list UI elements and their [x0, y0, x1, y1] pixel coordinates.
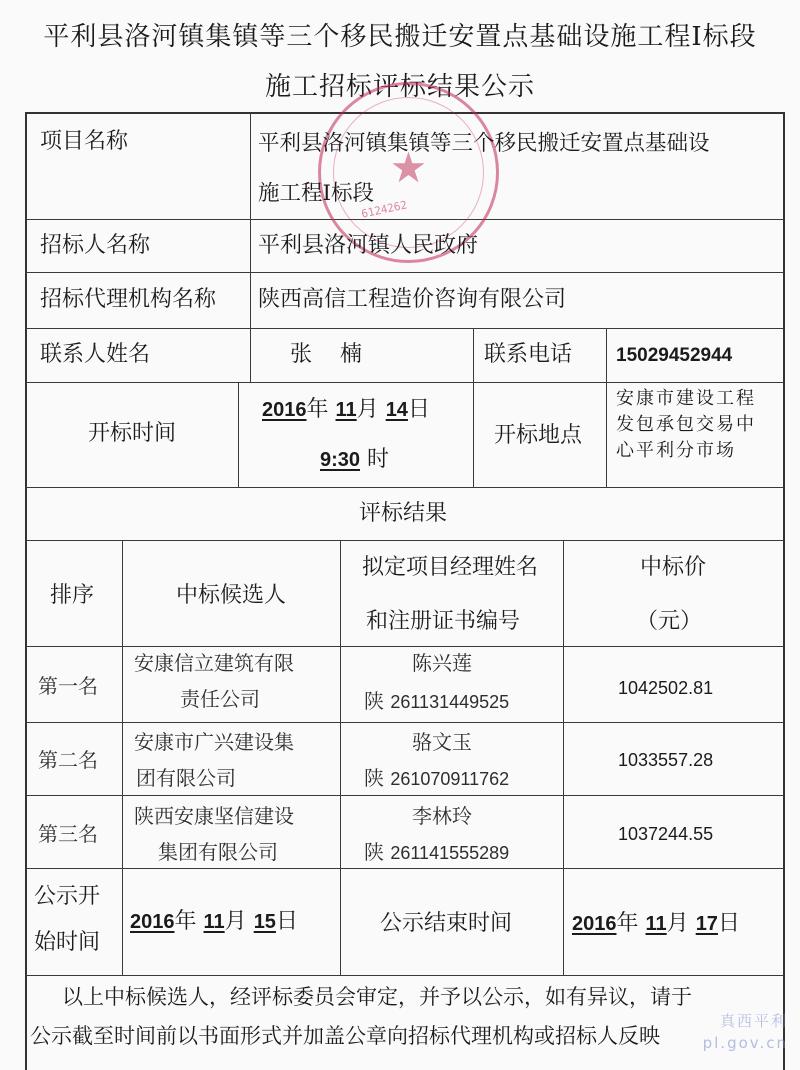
- company-cell-cont: 集团有限公司: [158, 840, 278, 864]
- price-cell: 1042502.81: [618, 678, 714, 698]
- site-watermark: 真西平利 pl.gov.cn: [702, 1012, 788, 1052]
- publicity-start-date: 2016年 11月 15日: [130, 909, 298, 934]
- col-divider: [122, 540, 123, 975]
- company-cell: 安康信立建筑有限: [134, 651, 294, 675]
- col-divider: [563, 540, 564, 975]
- header-price-unit: （元）: [636, 609, 703, 634]
- seal-code: 6124262: [360, 198, 409, 221]
- agency-label: 招标代理机构名称: [40, 287, 217, 312]
- start-year: 2016: [130, 911, 175, 933]
- notice-text-cont: 公示截至时间前以书面形式并加盖公章向招标代理机构或招标人反映: [30, 1024, 660, 1048]
- star-icon: ★: [389, 143, 428, 192]
- end-day: 17: [695, 913, 718, 935]
- end-month: 11: [645, 913, 667, 935]
- phone-value: 15029452944: [616, 345, 733, 366]
- start-day: 15: [253, 911, 276, 933]
- cert-cell: 陕 261070911762: [364, 766, 510, 790]
- company-cell: 陕西安康坚信建设: [134, 804, 294, 828]
- rank-cell: 第二名: [38, 748, 98, 772]
- publicity-start-label: 公示开 始时间: [34, 884, 101, 955]
- company-cell: 安康市广兴建设集: [134, 730, 294, 754]
- row-divider: [25, 487, 785, 488]
- row-divider: [25, 722, 785, 723]
- manager-cell: 李林玲: [412, 804, 472, 828]
- project-label: 项目名称: [40, 129, 129, 154]
- price-cell: 1033557.28: [618, 750, 714, 770]
- manager-cell: 陈兴莲: [412, 651, 472, 675]
- open-clock: 9:30 时: [320, 447, 390, 472]
- rank-cell: 第一名: [38, 674, 98, 698]
- header-price: 中标价: [640, 555, 707, 580]
- notice-text: 以上中标候选人，经评标委员会审定，并予以公示，如有异议，请于: [62, 985, 692, 1009]
- open-day: 14: [385, 399, 408, 421]
- col-divider: [340, 540, 341, 868]
- price-cell: 1037244.55: [618, 824, 714, 844]
- row-divider: [25, 382, 785, 383]
- cert-cell: 陕 261131449525: [364, 689, 510, 713]
- results-section-title: 评标结果: [359, 501, 448, 526]
- phone-label: 联系电话: [484, 342, 573, 367]
- contact-label: 联系人姓名: [40, 342, 151, 367]
- header-rank: 排序: [50, 583, 95, 608]
- header-manager: 拟定项目经理姓名: [362, 555, 539, 580]
- open-place-value: 安康市建设工程 发包承包交易中 心平利分市场: [616, 388, 756, 461]
- col-divider: [238, 382, 239, 487]
- cert-cell: 陕 261141555289: [364, 840, 510, 864]
- agency-value: 陕西高信工程造价咨询有限公司: [258, 287, 567, 312]
- company-cell-cont: 责任公司: [180, 687, 260, 711]
- open-date: 2016年 11月 14日: [262, 397, 430, 422]
- col-divider: [250, 112, 251, 382]
- col-divider: [340, 868, 341, 975]
- company-cell-cont: 团有限公司: [136, 766, 236, 790]
- end-year: 2016: [572, 913, 617, 935]
- rank-cell: 第三名: [38, 822, 98, 846]
- project-value: 平利县洛河镇集镇等三个移民搬迁安置点基础设: [258, 131, 710, 156]
- col-divider: [473, 328, 474, 487]
- project-value-cont: 施工程Ⅰ标段: [258, 181, 374, 206]
- row-divider: [25, 219, 785, 220]
- header-manager-cont: 和注册证书编号: [366, 609, 521, 634]
- tenderer-value: 平利县洛河镇人民政府: [258, 233, 479, 258]
- col-divider: [606, 328, 607, 487]
- tenderer-label: 招标人名称: [40, 233, 151, 258]
- open-month: 11: [335, 399, 357, 421]
- publicity-end-date: 2016年 11月 17日: [572, 911, 740, 936]
- row-divider: [25, 975, 785, 976]
- row-divider: [25, 272, 785, 273]
- manager-cell: 骆文玉: [412, 730, 472, 754]
- row-divider: [25, 540, 785, 541]
- open-place-label: 开标地点: [494, 423, 583, 448]
- notice-subtitle: 施工招标评标结果公示: [264, 72, 535, 102]
- publicity-end-label: 公示结束时间: [380, 911, 513, 936]
- open-time-label: 开标时间: [88, 421, 177, 446]
- header-candidate: 中标候选人: [176, 583, 287, 608]
- row-divider: [25, 328, 785, 329]
- open-year: 2016: [262, 399, 307, 421]
- notice-title: 平利县洛河镇集镇等三个移民搬迁安置点基础设施工程Ⅰ标段: [43, 22, 757, 52]
- contact-value: 张 楠: [290, 342, 362, 367]
- start-month: 11: [203, 911, 225, 933]
